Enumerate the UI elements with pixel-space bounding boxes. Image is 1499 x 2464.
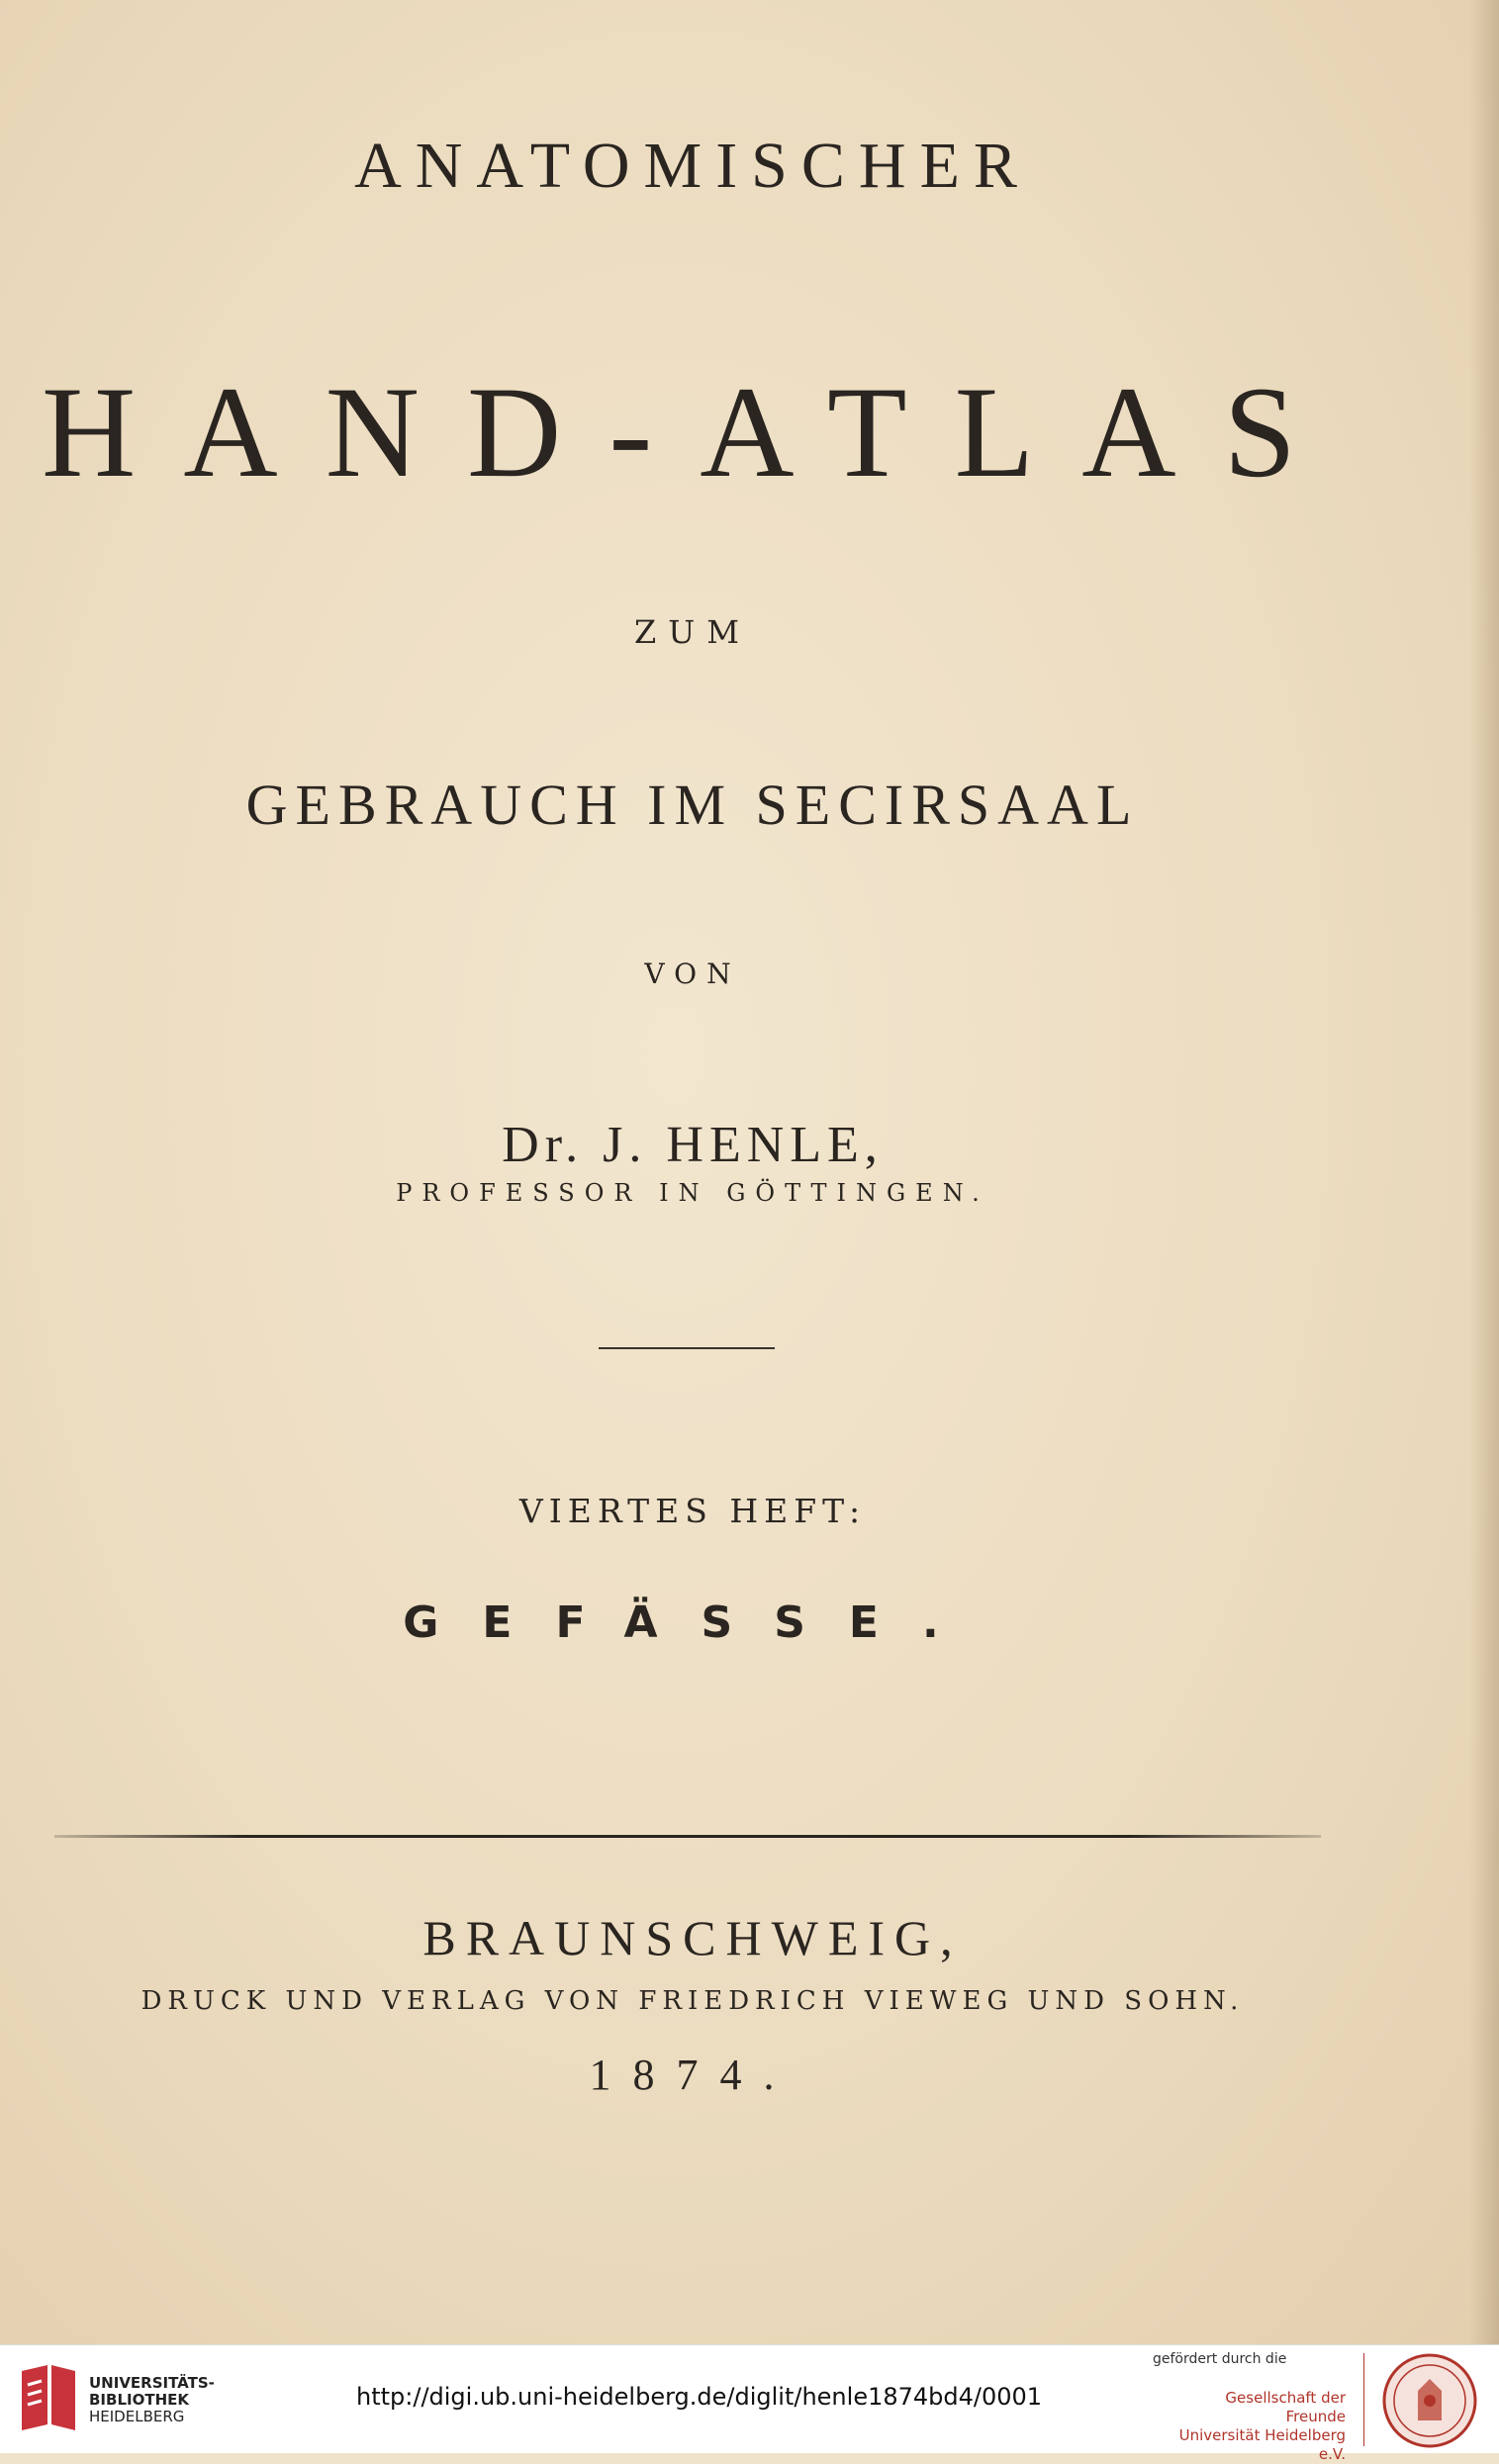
sponsor-name-line: Gesellschaft der Freunde [1225,2389,1346,2425]
title-line-anatomischer: ANATOMISCHER [354,130,1031,202]
title-line-hand-atlas: HAND-ATLAS [42,359,1344,504]
university-seal-icon [1380,2351,1479,2450]
title-line-zum: ZUM [634,613,751,651]
digitization-footer [0,2344,1499,2463]
sponsor-label: gefördert durch die [1153,2351,1287,2367]
library-logo-icon [18,2363,79,2432]
subject-label: GEFÄSSE. [403,1597,983,1648]
author-name: Dr. J. HENLE, [502,1117,884,1173]
long-rule [54,1835,1321,1838]
imprint-city: BRAUNSCHWEIG, [422,1910,963,1965]
library-name-line: UNIVERSITÄTS- [89,2374,215,2392]
part-label: VIERTES HEFT: [518,1492,867,1530]
footer-divider [1363,2353,1364,2446]
imprint-publisher: DRUCK UND VERLAG VON FRIEDRICH VIEWEG UND SOHN. [141,1986,1245,2016]
author-affiliation: PROFESSOR IN GÖTTINGEN. [396,1179,989,1207]
sponsor-name [1168,2389,1346,2464]
permalink-url[interactable]: http://digi.ub.uni-heidelberg.de/diglit/henle1874bd4/0001 [356,2383,1043,2411]
library-name [89,2375,215,2425]
library-name-line: HEIDELBERG [89,2408,185,2425]
sponsor-name-line: Universität Heidelberg e.V. [1178,2426,1346,2463]
title-line-gebrauch: GEBRAUCH IM SECIRSAAL [245,773,1140,837]
title-line-von: VON [644,958,741,990]
short-rule [599,1347,775,1349]
page-edge-shadow [1469,0,1499,2344]
library-name-line: BIBLIOTHEK [89,2391,189,2409]
imprint-year: 1874. [589,2051,796,2099]
